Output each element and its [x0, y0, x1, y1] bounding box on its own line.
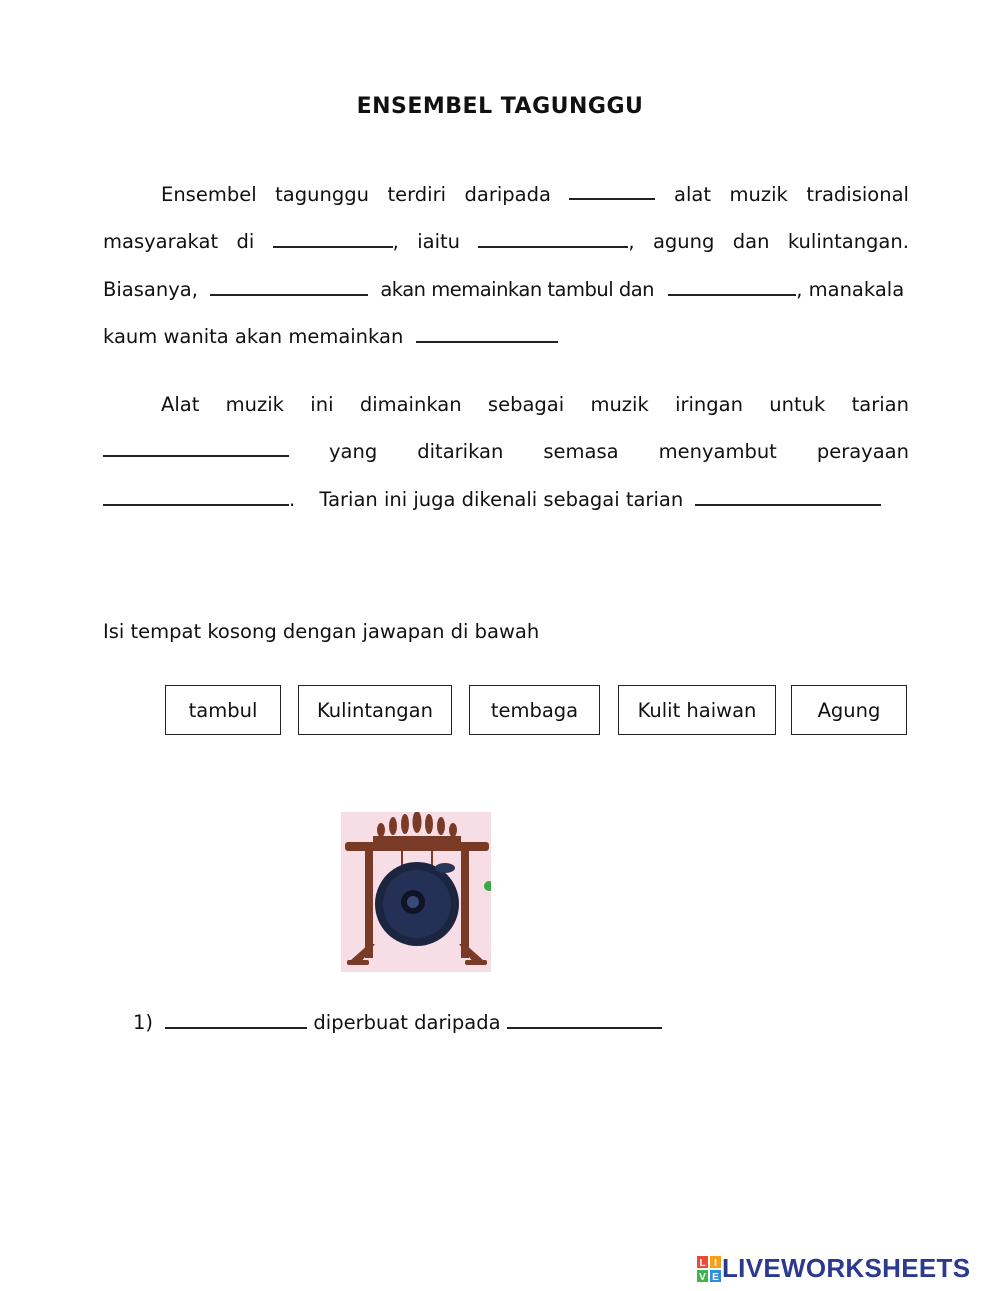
- answer-chip-agung[interactable]: Agung: [791, 685, 907, 735]
- liveworksheets-logo[interactable]: [696, 1253, 970, 1284]
- blank-field[interactable]: [416, 323, 558, 343]
- word: menyambut: [658, 440, 777, 463]
- blank-field[interactable]: [103, 437, 289, 457]
- word: ini: [310, 393, 334, 416]
- blank-field[interactable]: [273, 228, 393, 248]
- question-text: diperbuat daripada: [313, 1011, 501, 1034]
- question-number: 1): [133, 1011, 154, 1034]
- word: Ensembel: [161, 183, 257, 206]
- blank-field[interactable]: [507, 1009, 662, 1029]
- word: tradisional: [806, 183, 909, 206]
- svg-text:I: I: [714, 1257, 717, 1269]
- text: Biasanya,: [103, 278, 198, 301]
- logo-mark-icon: [696, 1255, 722, 1283]
- period: .: [289, 488, 296, 511]
- word: untuk: [769, 393, 826, 416]
- word: terdiri: [387, 183, 447, 206]
- blank-field[interactable]: [695, 486, 881, 506]
- text: kaum wanita akan memainkan: [103, 325, 404, 348]
- blank-field[interactable]: [103, 486, 289, 506]
- paragraph2-line3: [103, 485, 909, 515]
- word: di: [236, 230, 255, 253]
- logo-text: LIVEWORKSHEETS: [722, 1253, 971, 1283]
- word: tarian: [851, 393, 909, 416]
- answer-chip-tambul[interactable]: tambul: [165, 685, 281, 735]
- blank-field[interactable]: [210, 276, 368, 296]
- word: dimainkan: [359, 393, 462, 416]
- word: masyarakat: [103, 230, 219, 253]
- blank-field[interactable]: [478, 228, 628, 248]
- word: muzik: [225, 393, 284, 416]
- word: ditarikan: [417, 440, 504, 463]
- paragraph1-line1: [103, 180, 909, 210]
- word: Alat: [161, 393, 200, 416]
- word: dan: [732, 230, 770, 253]
- svg-text:L: L: [699, 1257, 706, 1269]
- answer-chip-kulintangan[interactable]: Kulintangan: [298, 685, 452, 735]
- worksheet-title: ENSEMBEL TAGUNGGU: [356, 94, 644, 119]
- word: muzik: [590, 393, 649, 416]
- text: akan memainkan tambul dan: [380, 278, 655, 301]
- blank-group: [478, 227, 634, 257]
- word: daripada: [464, 183, 551, 206]
- paragraph1-line4: [103, 322, 909, 352]
- word: muzik: [729, 183, 788, 206]
- svg-text:E: E: [712, 1271, 719, 1283]
- text: Tarian ini juga dikenali sebagai tarian: [319, 488, 684, 511]
- paragraph1-line2: [103, 227, 909, 257]
- word: yang: [329, 440, 378, 463]
- svg-text:V: V: [699, 1271, 706, 1283]
- word: semasa: [543, 440, 619, 463]
- word: sebagai: [487, 393, 565, 416]
- comma: ,: [392, 230, 399, 253]
- word: perayaan: [816, 440, 909, 463]
- question-1: [133, 1008, 662, 1038]
- word: iaitu: [417, 230, 461, 253]
- word: kulintangan.: [787, 230, 909, 253]
- instruction-text: Isi tempat kosong dengan jawapan di bawah: [103, 620, 540, 643]
- blank-field[interactable]: [668, 276, 796, 296]
- paragraph1-line3: [103, 275, 909, 305]
- answer-chip-kulit-haiwan[interactable]: Kulit haiwan: [618, 685, 776, 735]
- text: , manakala: [796, 278, 905, 301]
- gong-image: [341, 812, 491, 972]
- paragraph2-line1: [103, 390, 909, 420]
- blank-field[interactable]: [165, 1009, 307, 1029]
- word: iringan: [675, 393, 743, 416]
- word: agung: [652, 230, 715, 253]
- word: alat: [674, 183, 711, 206]
- comma: ,: [628, 230, 635, 253]
- blank-group: [273, 227, 399, 257]
- paragraph2-line2: [103, 437, 909, 467]
- word: tagunggu: [275, 183, 369, 206]
- blank-field[interactable]: [569, 180, 655, 200]
- answer-chip-tembaga[interactable]: tembaga: [469, 685, 600, 735]
